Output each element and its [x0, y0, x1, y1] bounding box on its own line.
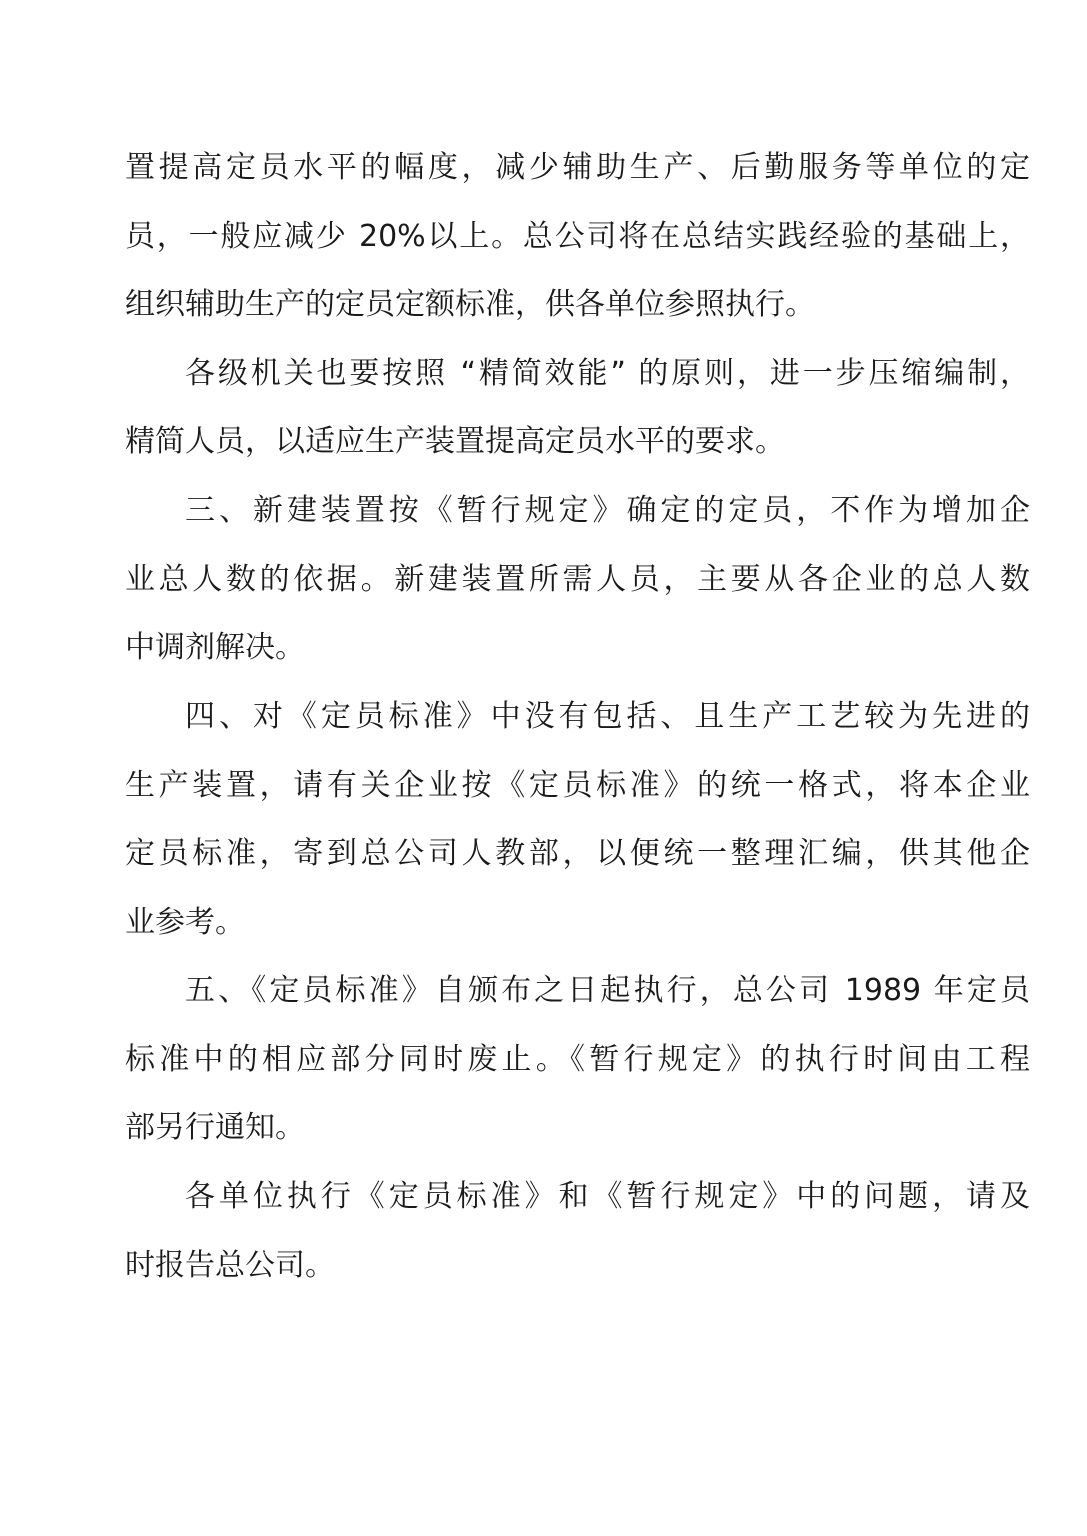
body-text-line: 定员标准，寄到总公司人教部，以便统一整理汇编，供其他企	[125, 836, 1030, 871]
body-text-line: 精简人员，以适应生产装置提高定员水平的要求。	[125, 424, 785, 459]
body-text-line: 标准中的相应部分同时废止。《暂行规定》的执行时间由工程	[125, 1042, 1030, 1077]
paragraph-first-line: 四、对《定员标准》中没有包括、且生产工艺较为先进的	[185, 699, 1030, 734]
body-text-line: 组织辅助生产的定员定额标准，供各单位参照执行。	[125, 287, 815, 322]
body-text-line: 业参考。	[125, 905, 245, 940]
paragraph-first-line: 各单位执行《定员标准》和《暂行规定》中的问题，请及	[185, 1179, 1030, 1214]
body-text-line: 生产装置，请有关企业按《定员标准》的统一格式，将本企业	[125, 768, 1030, 803]
body-text-line: 置提高定员水平的幅度，减少辅助生产、后勤服务等单位的定	[125, 150, 1030, 185]
body-text-line: 员，一般应减少 20%以上。总公司将在总结实践经验的基础上，	[125, 219, 1030, 254]
paragraph-first-line: 三、新建装置按《暂行规定》确定的定员，不作为增加企	[185, 493, 1030, 528]
body-text-line: 业总人数的依据。新建装置所需人员，主要从各企业的总人数	[125, 562, 1030, 597]
paragraph-first-line: 五、《定员标准》自颁布之日起执行，总公司 1989 年定员	[185, 973, 1030, 1008]
body-text-line: 部另行通知。	[125, 1110, 305, 1145]
paragraph-first-line: 各级机关也要按照 “精简效能” 的原则，进一步压缩编制，	[185, 356, 1030, 391]
body-text-line: 时报告总公司。	[125, 1248, 335, 1283]
body-text-line: 中调剂解决。	[125, 630, 305, 665]
